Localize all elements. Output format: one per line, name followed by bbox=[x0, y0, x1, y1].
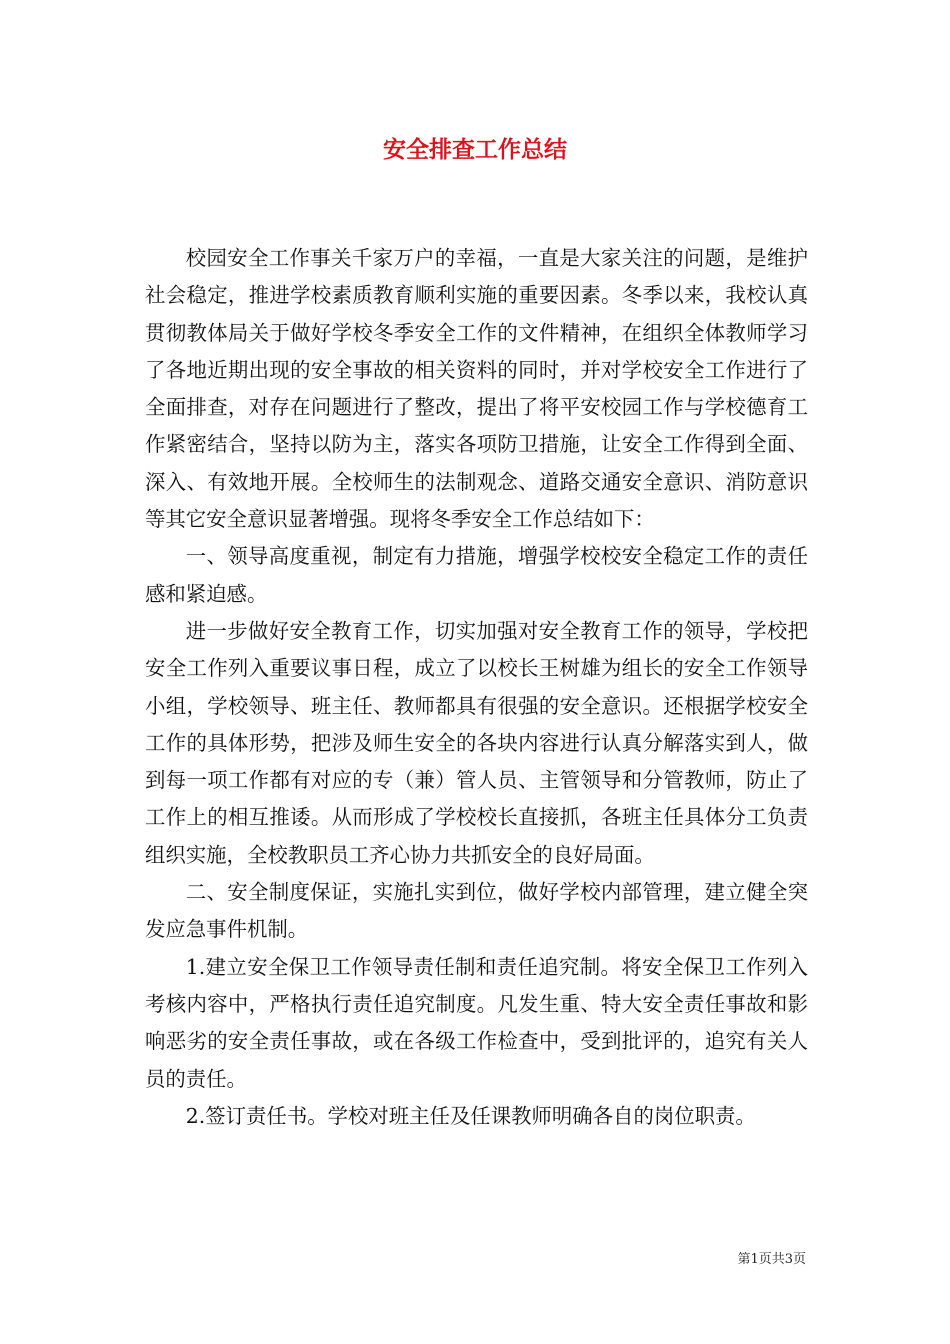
paragraph-section-2-heading: 二、安全制度保证，实施扎实到位，做好学校内部管理，建立健全突发应急事件机制。 bbox=[145, 880, 808, 942]
paragraph-section-1-body: 进一步做好安全教育工作，切实加强对安全教育工作的领导，学校把安全工作列入重要议事日程，成立了以校长王树雄为组长的安全工作领导小组，学校领导、班主任、教师都具有很强的安全意识。还根据学校安全工作的具体形势，把涉及师生安全的各块内容进行认真分解落实到人，做到每一项工作都有对应的专（兼）管人员、主管领导和分管教师，防止了工作上的相互推诿。从而形成了学校校长直接抓，各班主任具体分工负责组织实施，全校教职员工齐心协力共抓安全的良好局面。 bbox=[145, 618, 808, 867]
paragraph-item-1: 1.建立安全保卫工作领导责任制和责任追究制。将安全保卫工作列入考核内容中，严格执行责任追究制度。凡发生重、特大安全责任事故和影响恶劣的安全责任事故，或在各级工作检查中，受到批评的，追究有关人员的责任。 bbox=[145, 954, 808, 1091]
document-body bbox=[145, 240, 808, 1135]
paragraph-section-1-heading: 一、领导高度重视，制定有力措施，增强学校校安全稳定工作的责任感和紧迫感。 bbox=[145, 544, 808, 606]
paragraph-item-2: 2.签订责任书。学校对班主任及任课教师明确各自的岗位职责。 bbox=[185, 1103, 756, 1128]
page-number: 第1页共3页 bbox=[737, 1252, 806, 1267]
paragraph-intro: 校园安全工作事关千家万户的幸福，一直是大家关注的问题，是维护社会稳定，推进学校素质教育顺利实施的重要因素。冬季以来，我校认真贯彻教体局关于做好学校冬季安全工作的文件精神，在组织全体教师学习了各地近期出现的安全事故的相关资料的同时，并对学校安全工作进行了全面排查，对存在问题进行了整改，提出了将平安校园工作与学校德育工作紧密结合，坚持以防为主，落实各项防卫措施，让安全工作得到全面、深入、有效地开展。全校师生的法制观念、道路交通安全意识、消防意识等其它安全意识显著增强。现将冬季安全工作总结如下： bbox=[145, 246, 808, 532]
document-title: 安全排查工作总结 bbox=[383, 137, 567, 163]
